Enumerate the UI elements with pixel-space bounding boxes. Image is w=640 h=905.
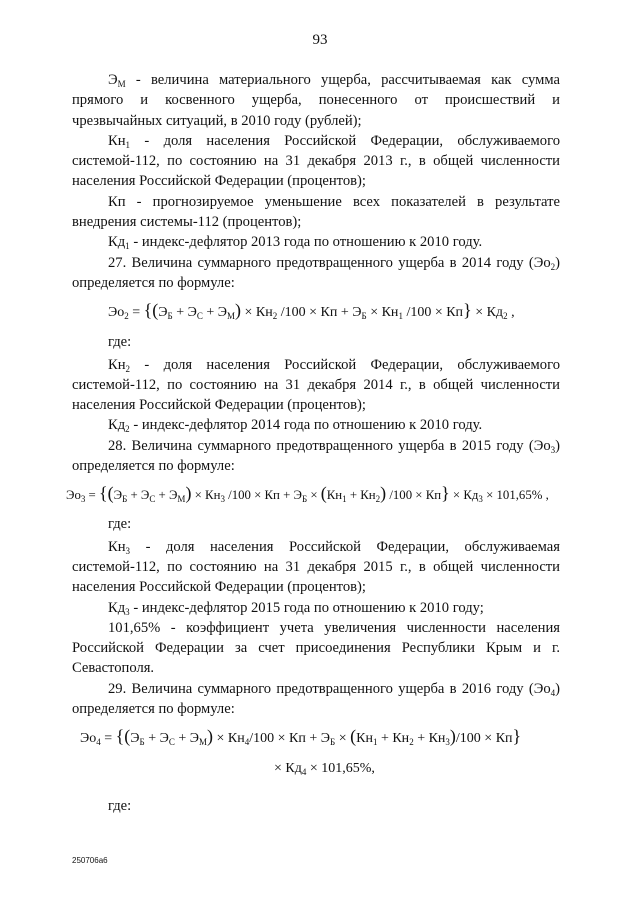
document-code: 250706а6 bbox=[72, 856, 108, 865]
formula-2014: $Эо_2 = \{(Э_Б + Э_С + Э_М) \times Кн_2$ /100 × Кп + $Э_Б \times Кн_1$ $/100 \times Кп\} \times Кд_2$ , bbox=[108, 300, 515, 322]
paragraph-kd2-definition: $Кд_2$ - индекс-дефлятор 2014 года по отношению к 2010 году. bbox=[108, 417, 483, 435]
where-label: где: bbox=[108, 516, 132, 533]
formula-2016-line-1: $Эо_4 = \{(Э_Б + Э_С + Э_М) \times Кн_4/100$ × Кп + $Э_Б \times (Кн_1 + Кн_2 + Кн_3)/100 \times Кп$} bbox=[80, 726, 522, 748]
paragraph-kp-definition: Кп - прогнозируемое уменьшение всех показателей в результате внедрения системы-112 (процентов); bbox=[72, 193, 560, 231]
formula-2016-line-2: × $Кд_4 \times 101,65\%$, bbox=[274, 761, 375, 778]
paragraph-coefficient-definition: 101,65% - коэффициент учета увеличения численности населения Российской Федерации за счет присоединения Республики Крым и г. Севастополя. bbox=[72, 619, 560, 677]
paragraph-27-heading: 27. Величина суммарного предотвращенного ущерба в 2014 году $(Эо_2)$ определяется по формуле: bbox=[72, 254, 560, 291]
formula-2015: $Эо_3 = \{(Э_Б + Э_С + Э_М) \times Кн_3$ /100 × Кп + $Э_Б \times (Кн_1 + Кн_2) /100 \times Кп\} \times Кд_3 \times 101,65\%$ , bbox=[66, 483, 549, 505]
paragraph-kn2-definition: $Кн_2$ - доля населения Российской Федерации, обслуживаемого системой-112, по состоянию на 31 декабря 2014 г., в общей численности населения Российской Федерации (процентов); bbox=[72, 356, 560, 414]
paragraph-28-heading: 28. Величина суммарного предотвращенного ущерба в 2015 году $(Эо_3)$ определяется по формуле: bbox=[72, 437, 560, 475]
paragraph-kn1-definition: $Кн_1$ - доля населения Российской Федерации, обслуживаемого системой-112, по состоянию на 31 декабря 2013 г., в общей численности населения Российской Федерации (процентов); bbox=[72, 132, 560, 190]
paragraph-kn3-definition: $Кн_3$ - доля населения Российской Федерации, обслуживаемая системой-112, по состоянию на 31 декабря 2015 г., в общей численности населения Российской Федерации (процентов); bbox=[72, 538, 560, 596]
paragraph-em-definition: $Э_М$ - величина материального ущерба, рассчитываемая как сумма прямого и косвенного ущерба, понесенного от происшествий и чрезвычайных ситуаций, в 2010 году (рублей); bbox=[72, 72, 560, 129]
where-label: где: bbox=[108, 798, 132, 815]
document-body bbox=[66, 70, 560, 819]
where-label: где: bbox=[108, 334, 132, 351]
paragraph-kd3-definition: $Кд_3$ - индекс-дефлятор 2015 года по отношению к 2010 году; bbox=[108, 599, 484, 617]
page-number: 93 bbox=[312, 32, 328, 48]
paragraph-29-heading: 29. Величина суммарного предотвращенного ущерба в 2016 году $(Эо_4)$ определяется по формуле: bbox=[72, 680, 560, 718]
paragraph-kd1-definition: $Кд_1$ - индекс-дефлятор 2013 года по отношению к 2010 году. bbox=[108, 234, 483, 252]
